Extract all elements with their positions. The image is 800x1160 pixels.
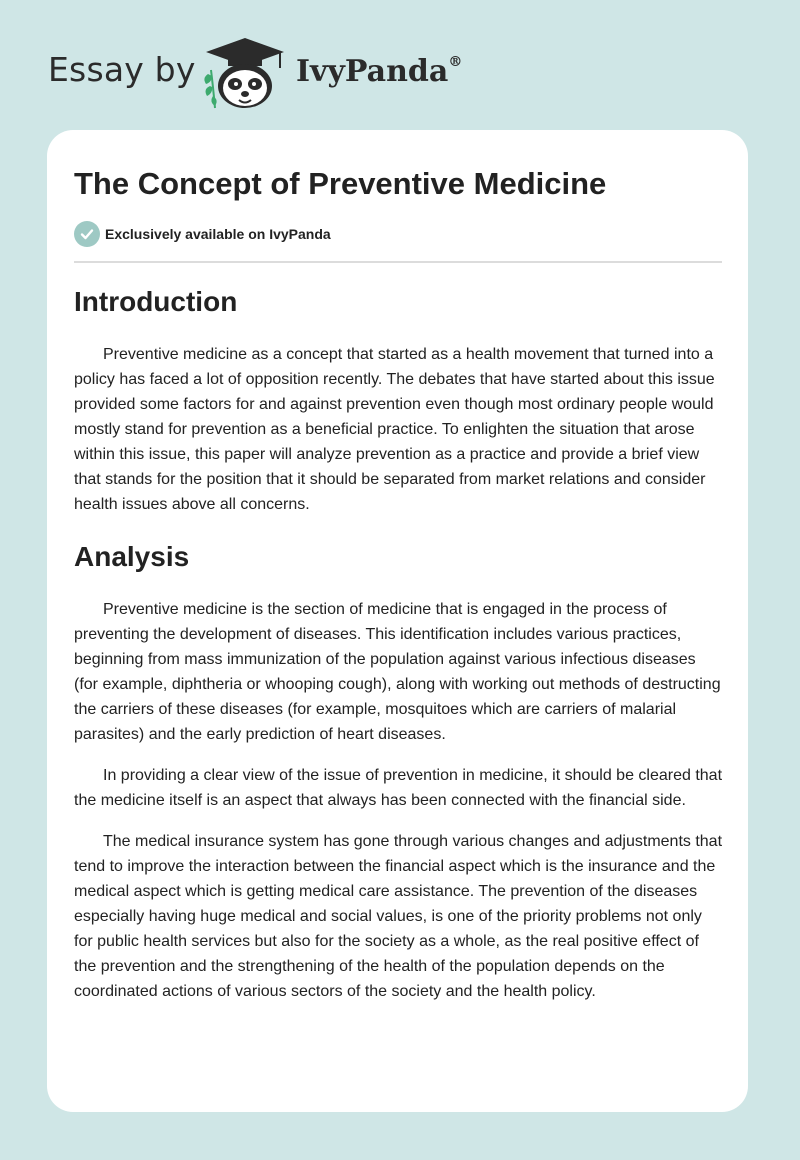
panda-graduate-logo-icon[interactable] xyxy=(198,34,292,110)
paragraph: In providing a clear view of the issue of prevention in medicine, it should be cleared that the medicine itself is an aspect that always has been connected with the financial side. xyxy=(74,767,723,809)
essay-card xyxy=(47,130,748,1112)
site-header xyxy=(0,0,800,130)
checkmark-icon xyxy=(74,221,100,247)
brand-name-text: IvyPanda xyxy=(296,54,449,89)
registered-mark: ® xyxy=(448,54,463,70)
page-title: The Concept of Preventive Medicine xyxy=(74,166,607,201)
logo-svg xyxy=(198,34,292,110)
brand-name[interactable] xyxy=(296,54,462,89)
paragraph: The medical insurance system has gone through various changes and adjustments that tend to improve the interaction between the financial aspect which is the insurance and the medical aspect which is getting medical care assistance. The prevention of the diseases especially having huge medical and social values, is one of the priority problems not only for public health services but also for the society as a whole, as the real positive effect of the prevention and the strengthening of the health of the population depends on the coordinated actions of various sectors of the society and the health policy. xyxy=(74,833,723,1000)
paragraph: Preventive medicine as a concept that started as a health movement that turned into a policy has faced a lot of opposition recently. The debates that have started about this issue provided some factors for and against prevention even though most ordinary people would mostly stand for prevention as a beneficial practice. To enlighten the situation that arose within this issue, this paper will analyze prevention as a practice and provide a brief view that stands for the position that it should be separated from market relations and consider health issues above all concerns. xyxy=(74,346,715,513)
essay-body xyxy=(74,280,724,1004)
section-heading-analysis: Analysis xyxy=(74,541,190,572)
paragraph: Preventive medicine is the section of medicine that is engaged in the process of preventing the development of diseases. This identification includes various practices, beginning from mass immunization of the population against various infectious diseases (for example, diphtheria or whooping cough), along with working out methods of destructing the carriers of these diseases (for example, mosquitoes which are carriers of malarial parasites) and the early prediction of heart diseases. xyxy=(74,601,721,743)
exclusive-badge xyxy=(74,221,331,247)
essay-by-label: Essay by xyxy=(48,50,196,89)
section-heading-introduction: Introduction xyxy=(74,286,238,317)
title-divider xyxy=(74,261,722,263)
exclusive-badge-text: Exclusively available on IvyPanda xyxy=(105,226,331,242)
